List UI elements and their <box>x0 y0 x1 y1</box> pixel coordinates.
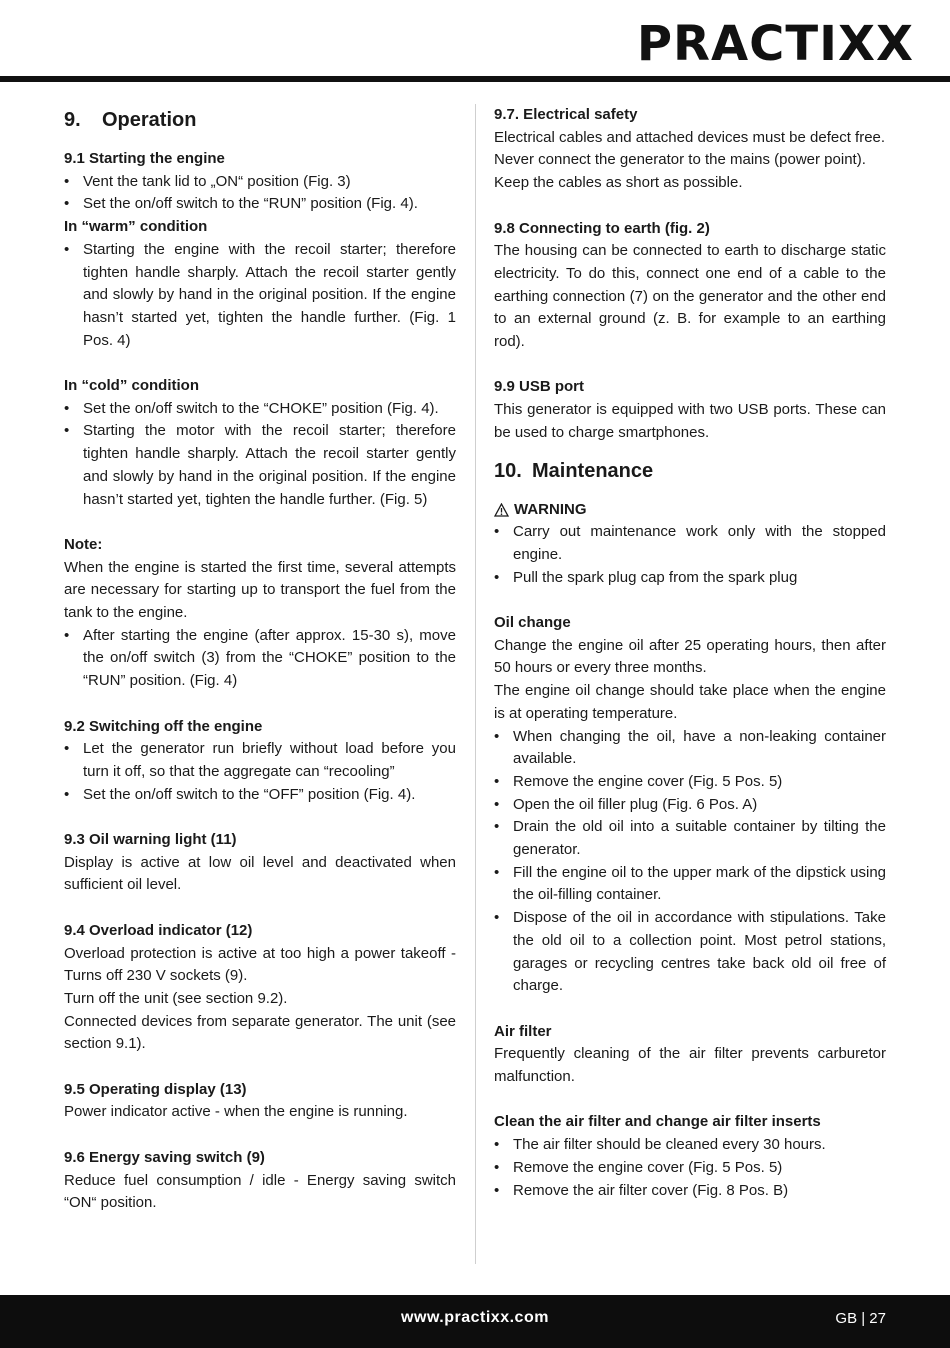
section-title: Operation <box>102 109 197 131</box>
list-item: • After starting the engine (after approx. 15-30 s), move the on/off switch (3) from the “CHOKE” position to the “RUN” position. (Fig. 4) <box>64 625 456 693</box>
paragraph: Keep the cables as short as possible. <box>494 174 743 192</box>
page-number: GB | 27 <box>835 1310 886 1327</box>
list-item: • Open the oil filler plug (Fig. 6 Pos. A) <box>494 794 886 817</box>
list-item: • When changing the oil, have a non-leaking container available. <box>494 726 886 771</box>
paragraph: Electrical cables and attached devices must be defect free. <box>494 128 886 146</box>
bullet-list <box>494 1134 886 1202</box>
subsection-title: 9.5 Operating display (13) <box>64 1080 247 1098</box>
list-item: • Remove the engine cover (Fig. 5 Pos. 5) <box>494 771 886 794</box>
paragraph: Turn off the unit (see section 9.2). <box>64 989 288 1007</box>
paragraph: Change the engine oil after 25 operating hours, then after 50 hours or every three months. <box>494 636 886 677</box>
brand-logo: PRACTIXX <box>636 16 914 72</box>
section-heading-operation <box>64 104 456 136</box>
list-item: • Drain the old oil into a suitable container by tilting the generator. <box>494 816 886 861</box>
paragraph: Frequently cleaning of the air filter prevents carburetor malfunction. <box>494 1045 886 1086</box>
warning-triangle-icon <box>494 503 509 517</box>
list-item: • Set the on/off switch to the “RUN” position (Fig. 4). <box>64 193 456 216</box>
paragraph: Never connect the generator to the mains (power point). <box>494 151 866 169</box>
section-title: Maintenance <box>532 459 654 482</box>
bullet-list <box>64 239 456 353</box>
condition-title: In “cold” condition <box>64 377 199 395</box>
paragraph: Power indicator active - when the engine is running. <box>64 1103 408 1121</box>
paragraph: When the engine is started the first time, several attempts are necessary for starting up to transport the fuel from the tank to the engine. <box>64 558 456 622</box>
list-item: • Carry out maintenance work only with the stopped engine. <box>494 521 886 566</box>
bullet-list <box>64 171 456 216</box>
paragraph: Reduce fuel consumption / idle - Energy saving switch “ON“ position. <box>64 1171 456 1212</box>
list-item: • Remove the engine cover (Fig. 5 Pos. 5) <box>494 1157 886 1180</box>
subsection-title: 9.6 Energy saving switch (9) <box>64 1148 265 1166</box>
warning-heading <box>494 499 886 522</box>
section-number: 10. <box>494 459 522 482</box>
column-divider <box>475 104 476 1264</box>
paragraph: The housing can be connected to earth to discharge static electricity. To do this, connect one end of a cable to the earthing connection (7) on the generator and the other end to an external ground (z. B. for example to an earthing rod). <box>494 242 886 351</box>
list-item: • Set the on/off switch to the “OFF” position (Fig. 4). <box>64 784 456 807</box>
subsection-title: 9.7. Electrical safety <box>494 106 638 123</box>
list-item: • Pull the spark plug cap from the spark plug <box>494 567 886 590</box>
list-item: • Dispose of the oil in accordance with stipulations. Take the old oil to a collection point. Most petrol stations, garages or recycling centres take back old oil free of charge. <box>494 907 886 998</box>
warning-label: WARNING <box>514 500 587 518</box>
list-item: • Remove the air filter cover (Fig. 8 Pos. B) <box>494 1180 886 1203</box>
paragraph: The engine oil change should take place when the engine is at operating temperature. <box>494 682 886 722</box>
subsection-title: 9.1 Starting the engine <box>64 150 225 167</box>
section-heading-maintenance <box>494 455 886 487</box>
bullet-list <box>64 625 456 693</box>
subsection-title: Air filter <box>494 1022 552 1040</box>
bullet-list <box>64 738 456 806</box>
subsection-title: 9.8 Connecting to earth (fig. 2) <box>494 219 710 237</box>
subsection-title: 9.3 Oil warning light (11) <box>64 831 237 849</box>
bullet-list <box>494 726 886 998</box>
section-number: 9. <box>64 109 81 131</box>
subsection-title: Oil change <box>494 614 571 632</box>
list-item: • Let the generator run briefly without load before you turn it off, so that the aggregate can “recooling” <box>64 738 456 783</box>
website-link[interactable]: www.practixx.com <box>401 1309 549 1326</box>
subsection-title: 9.4 Overload indicator (12) <box>64 921 253 939</box>
list-item: • Starting the engine with the recoil starter; therefore tighten handle sharply. Attach the recoil starter gently and slowly by hand in the original position. If the engine hasn’t started yet, tighten the handle further. (Fig. 1 Pos. 4) <box>64 239 456 353</box>
list-item: • Starting the motor with the recoil starter; therefore tighten handle sharply. Attach the recoil starter gently and slowly by hand in the original position. If the engine hasn’t started yet, tighten the handle further. (Fig. 5) <box>64 420 456 511</box>
left-column <box>64 104 456 1215</box>
list-item: • Fill the engine oil to the upper mark of the dipstick using the oil-filling container. <box>494 862 886 907</box>
bullet-list <box>64 398 456 512</box>
bullet-list <box>494 521 886 589</box>
paragraph: Display is active at low oil level and deactivated when sufficient oil level. <box>64 853 456 894</box>
subsection-title: 9.9 USB port <box>494 378 585 396</box>
list-item: • Vent the tank lid to „ON“ position (Fig. 3) <box>64 171 456 194</box>
list-item: • Set the on/off switch to the “CHOKE” position (Fig. 4). <box>64 398 456 421</box>
paragraph: This generator is equipped with two USB ports. These can be used to charge smartphones. <box>494 401 886 441</box>
subsection-title: 9.2 Switching off the engine <box>64 717 263 735</box>
page-footer <box>0 1295 950 1348</box>
paragraph: Connected devices from separate generator. The unit (see section 9.1). <box>64 1012 456 1053</box>
right-column <box>494 104 886 1202</box>
note-title: Note: <box>64 535 103 553</box>
paragraph: Overload protection is active at too high a power takeoff - Turns off 230 V sockets (9). <box>64 944 456 985</box>
list-item: • The air filter should be cleaned every 30 hours. <box>494 1134 886 1157</box>
header-rule <box>0 76 950 82</box>
condition-title: In “warm” condition <box>64 218 208 236</box>
subsection-title: Clean the air filter and change air filter inserts <box>494 1113 821 1131</box>
